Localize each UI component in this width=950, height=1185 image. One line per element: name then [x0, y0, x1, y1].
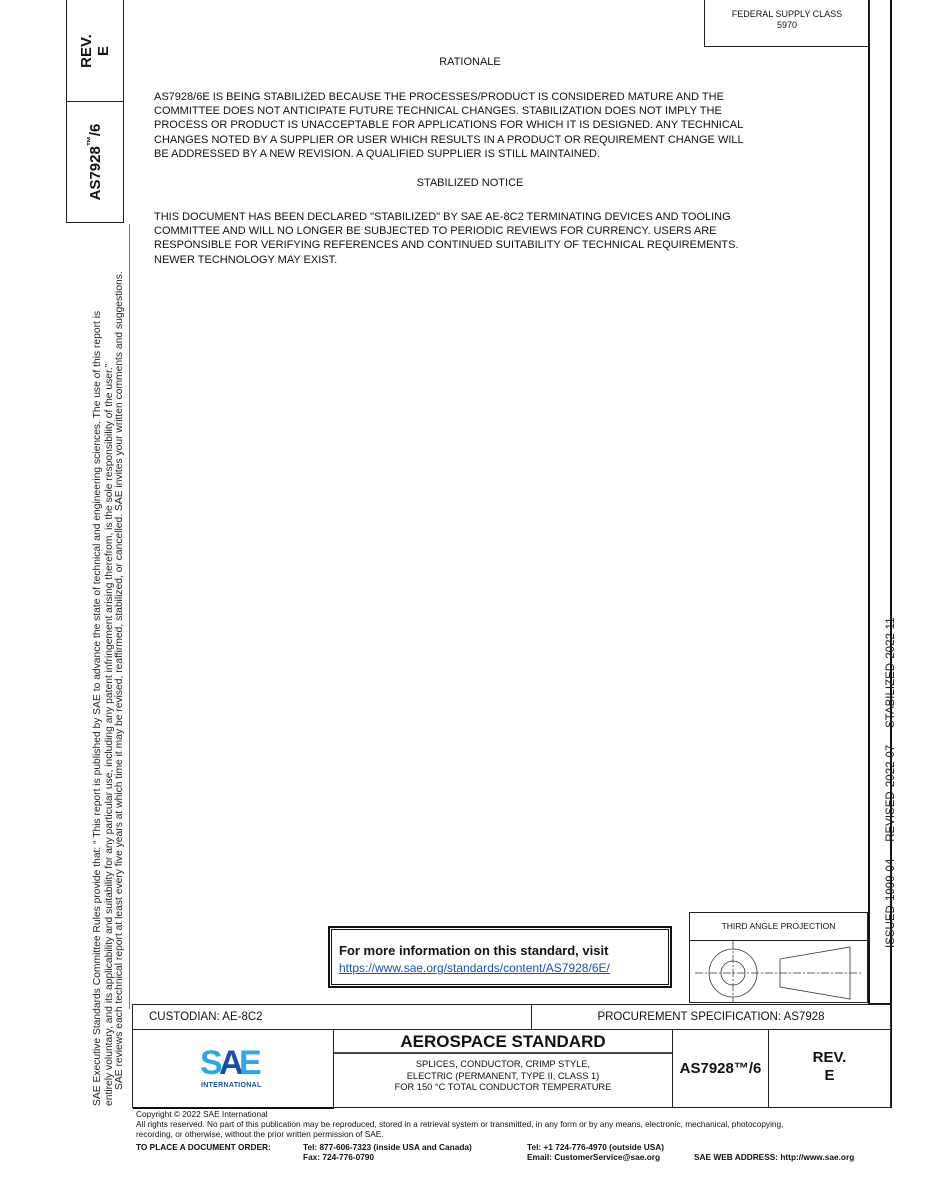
rights-line-2: recording, or otherwise, without the prior written permission of SAE. — [136, 1129, 384, 1139]
svg-text:E: E — [239, 1044, 262, 1082]
side-disclaimer-review — [114, 271, 126, 1090]
frame-left-divider — [129, 224, 130, 1009]
svg-text:S: S — [200, 1044, 219, 1082]
rationale-paragraph — [154, 90, 844, 161]
trademark-symbol: ™ — [86, 136, 97, 147]
more-info-box — [328, 926, 672, 988]
order-label: TO PLACE A DOCUMENT ORDER: — [136, 1142, 271, 1152]
document-description — [334, 1054, 672, 1094]
procurement-specification: PROCUREMENT SPECIFICATION: AS7928 — [597, 1011, 825, 1023]
notice-line: NEWER TECHNOLOGY MAY EXIST. — [154, 253, 338, 266]
standard-link[interactable]: https://www.sae.org/standards/content/AS7928/6E/ — [339, 961, 610, 975]
title-doc-number: AS7928™/6 — [673, 1030, 769, 1107]
custodian-row — [132, 1004, 891, 1030]
rationale-line: AS7928/6E IS BEING STABILIZED BECAUSE THE PROCESSES/PRODUCT IS CONSIDERED MATURE AND THE — [154, 91, 724, 103]
doc-number: AS7928 — [87, 146, 104, 201]
title-block — [132, 1029, 891, 1108]
title-rev-value: E — [824, 1067, 835, 1084]
tel-intl: Tel: +1 724-776-4970 (outside USA) — [527, 1142, 665, 1152]
description-line: SPLICES, CONDUCTOR, CRIMP STYLE, — [415, 1059, 591, 1069]
document-number-tab — [66, 102, 124, 223]
stabilized-notice-heading: STABILIZED NOTICE — [416, 177, 524, 189]
disclaimer-line-3: SAE reviews each technical report at least every five years at which time it may be revised, reaffirmed, stabilized, or cancelled. SAE invites your written comments and suggestions. — [114, 271, 125, 1090]
rev-label: REV. — [78, 33, 95, 68]
fsc-value: 5970 — [776, 20, 798, 30]
description-line: FOR 150 °C TOTAL CONDUCTOR TEMPERATURE — [394, 1082, 612, 1092]
issued-date: ISSUED 1999-04 — [885, 858, 897, 948]
stabilized-date: STABILIZED 2022-11 — [885, 617, 897, 728]
document-dates — [885, 600, 897, 948]
disclaimer-line-2: entirely voluntary, and its applicability and suitability for any particular use, including any patent infringement arising therefrom, is the sole responsibility of the user.” — [104, 363, 115, 1106]
revised-date: REVISED 2022-07 — [885, 744, 897, 842]
title-cell — [334, 1030, 673, 1107]
rights-line-1: All rights reserved. No part of this publication may be reproduced, stored in a retrieval system or transmitted, in any form or by any means, electronic, mechanical, photocopying, — [136, 1119, 784, 1129]
title-revision — [769, 1030, 890, 1107]
notice-line: COMMITTEE AND WILL NO LONGER BE SUBJECTED TO PERIODIC REVIEWS FOR CURRENCY. USERS ARE — [154, 225, 717, 238]
doc-suffix: /6 — [87, 123, 104, 137]
title-rev-label: REV. — [812, 1049, 847, 1066]
revision-tab — [66, 0, 124, 102]
copyright-footer — [136, 1109, 783, 1139]
rationale-line: COMMITTEE DOES NOT ANTICIPATE FUTURE TECHNICAL CHANGES. STABILIZATION DOES NOT IMPLY THE — [154, 105, 722, 118]
rationale-heading: RATIONALE — [439, 56, 501, 68]
more-info-text: For more information on this standard, visit — [339, 943, 609, 958]
frame-inner-right-border — [868, 0, 870, 1004]
sae-logo-icon — [133, 1030, 333, 1107]
sae-logo — [133, 1030, 334, 1109]
description-line: ELECTRIC (PERMANENT, TYPE II, CLASS 1) — [406, 1070, 600, 1081]
web-address[interactable]: SAE WEB ADDRESS: http://www.sae.org — [694, 1152, 855, 1162]
fsc-label: FEDERAL SUPPLY CLASS — [731, 9, 843, 19]
stabilized-notice-paragraph — [154, 210, 844, 267]
copyright: Copyright © 2022 SAE International — [136, 1109, 268, 1119]
third-angle-projection-box — [689, 912, 868, 1003]
projection-symbol-icon — [690, 941, 867, 1003]
notice-line: THIS DOCUMENT HAS BEEN DECLARED "STABILIZED" BY SAE AE-8C2 TERMINATING DEVICES AND TOOLING — [154, 211, 731, 223]
disclaimer-line-1: SAE Executive Standards Committee Rules provide that: “ This report is published by SAE to advance the state of technical and engineering sciences. The use of this report is — [92, 310, 103, 1106]
federal-supply-class-box — [704, 0, 870, 47]
rationale-line: BE ADDRESSED BY A NEW REVISION. A QUALIFIED SUPPLIER IS STILL MAINTAINED. — [154, 147, 601, 160]
tel-us: Tel: 877-606-7323 (inside USA and Canada) — [303, 1142, 472, 1152]
custodian: CUSTODIAN: AE-8C2 — [133, 1005, 532, 1029]
standard-type: AEROSPACE STANDARD — [334, 1030, 672, 1054]
svg-text:INTERNATIONAL: INTERNATIONAL — [201, 1082, 262, 1089]
svg-text:A: A — [219, 1044, 240, 1082]
email[interactable]: Email: CustomerService@sae.org — [527, 1152, 661, 1162]
projection-label: THIRD ANGLE PROJECTION — [690, 913, 867, 941]
notice-line: RESPONSIBLE FOR VERIFYING REFERENCES AND CONTINUED SUITABILITY OF TECHNICAL REQUIREMENTS. — [154, 239, 739, 252]
side-disclaimer-rules — [92, 311, 116, 1106]
rev-value: E — [95, 45, 112, 56]
rationale-line: CHANGES NOTED BY A SUPPLIER OR USER WHICH RESULTS IN A PRODUCT OR REQUIREMENT CHANGE WILL — [154, 133, 744, 146]
fax: Fax: 724-776-0790 — [303, 1152, 375, 1162]
rationale-line: PROCESS OR PRODUCT IS UNACCEPTABLE FOR APPLICATIONS FOR WHICH IT IS DESIGNED. ANY TECHNICAL — [154, 119, 744, 132]
